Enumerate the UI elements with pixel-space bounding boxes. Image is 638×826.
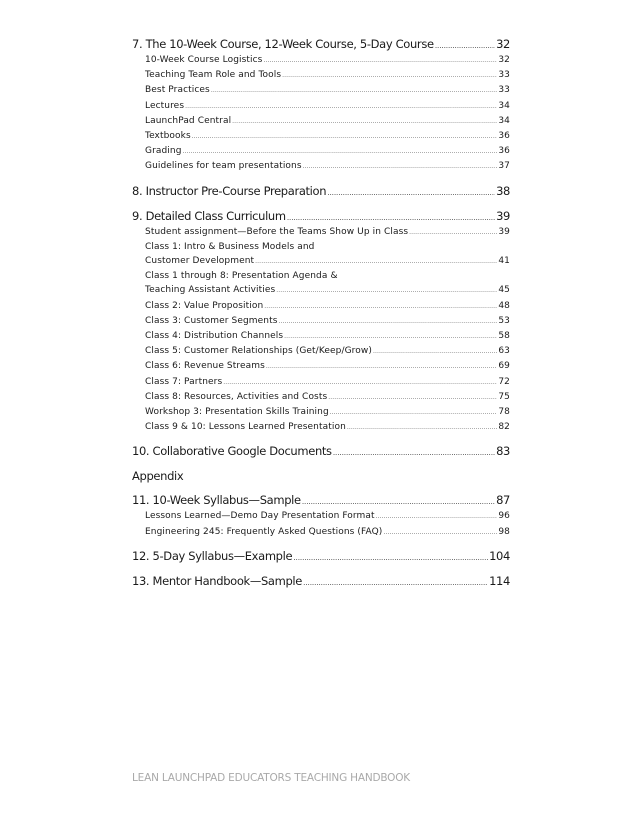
dot-leader <box>330 406 498 420</box>
toc-page-number: 87 <box>496 493 510 508</box>
toc-entry-title: 11. 10-Week Syllabus—Sample <box>132 493 301 508</box>
toc-page-number: 104 <box>489 548 510 563</box>
toc-page-number: 41 <box>498 256 510 267</box>
toc-subentry[interactable] <box>132 329 510 344</box>
toc-page-number: 98 <box>498 526 510 537</box>
toc-page-number: 38 <box>496 183 510 198</box>
toc-entry-title: Textbooks <box>145 131 191 142</box>
toc-page-number: 36 <box>498 146 510 157</box>
table-of-contents <box>132 37 510 590</box>
dot-leader <box>255 255 497 269</box>
toc-entry-title: 7. The 10-Week Course, 12-Week Course, 5-Day Course <box>132 37 434 51</box>
dot-leader <box>232 115 497 129</box>
toc-subentry[interactable] <box>132 283 510 298</box>
toc-entry-title: Class 4: Distribution Channels <box>145 331 284 342</box>
toc-subentry[interactable] <box>132 114 510 129</box>
toc-subentry[interactable] <box>132 68 510 83</box>
toc-page-number: 32 <box>498 55 510 65</box>
toc-subentry[interactable] <box>132 159 510 174</box>
toc-spacer <box>132 435 510 444</box>
toc-entry-title: 12. 5-Day Syllabus—Example <box>132 548 293 563</box>
toc-spacer <box>132 540 510 549</box>
toc-page-number: 69 <box>498 361 510 372</box>
dot-leader <box>302 494 495 509</box>
dot-leader <box>373 345 497 359</box>
toc-entry-title: Engineering 245: Frequently Asked Questions (FAQ) <box>145 526 383 537</box>
toc-page-number: 34 <box>498 115 510 126</box>
toc-subentry[interactable] <box>132 344 510 359</box>
toc-spacer <box>132 200 510 209</box>
toc-page-number: 114 <box>489 573 510 588</box>
toc-page-number: 33 <box>498 85 510 96</box>
dot-leader <box>284 330 497 344</box>
toc-page-number: 72 <box>498 376 510 387</box>
toc-entry-title: 13. Mentor Handbook—Sample <box>132 573 302 588</box>
toc-entry-title: Lectures <box>145 100 185 111</box>
toc-chapter-entry[interactable] <box>132 549 510 565</box>
toc-page-number: 58 <box>498 331 510 342</box>
toc-entry-title: 9. Detailed Class Curriculum <box>132 208 286 223</box>
toc-entry-title: Student assignment—Before the Teams Show Up in Class <box>145 226 409 237</box>
toc-entry-title: Best Practices <box>145 85 210 96</box>
toc-subentry[interactable] <box>132 225 510 240</box>
toc-page-number: 39 <box>498 226 510 237</box>
toc-page-number: 37 <box>498 161 510 172</box>
toc-entry-title: Teaching Assistant Activities <box>145 285 276 296</box>
toc-page-number: 45 <box>498 285 510 296</box>
dot-leader <box>435 38 495 53</box>
dot-leader <box>266 360 497 374</box>
toc-entry-title: Class 8: Resources, Activities and Costs <box>145 391 328 402</box>
dot-leader <box>264 300 497 314</box>
toc-entry-title: Workshop 3: Presentation Skills Training <box>145 407 329 418</box>
toc-chapter-entry[interactable] <box>132 209 510 225</box>
dot-leader <box>185 100 497 114</box>
toc-page-number: 48 <box>498 300 510 311</box>
toc-entry-title: Class 5: Customer Relationships (Get/Keep/Grow) <box>145 346 372 357</box>
toc-subentry[interactable] <box>132 144 510 159</box>
toc-chapter-entry[interactable] <box>132 493 510 509</box>
toc-page-number: 32 <box>496 37 510 51</box>
toc-spacer <box>132 460 510 469</box>
toc-subentry[interactable] <box>132 405 510 420</box>
toc-spacer <box>132 175 510 184</box>
dot-leader <box>347 421 497 435</box>
toc-page-number: 33 <box>498 70 510 81</box>
toc-subentry[interactable] <box>132 99 510 114</box>
toc-entry-title: Class 6: Revenue Streams <box>145 361 265 372</box>
toc-subentry[interactable] <box>132 314 510 329</box>
dot-leader <box>409 226 497 240</box>
dot-leader <box>287 210 495 225</box>
toc-spacer <box>132 565 510 574</box>
toc-entry-title: Teaching Team Role and Tools <box>145 70 282 81</box>
toc-spacer <box>132 484 510 493</box>
toc-subentry[interactable] <box>132 53 510 68</box>
toc-page-number: 53 <box>498 315 510 326</box>
toc-page-number: 34 <box>498 100 510 111</box>
toc-entry-title: Lessons Learned—Demo Day Presentation Format <box>145 511 375 522</box>
toc-subentry[interactable] <box>132 509 510 524</box>
toc-page-number: 82 <box>498 422 510 433</box>
toc-page-number: 96 <box>498 511 510 522</box>
dot-leader <box>223 376 497 390</box>
toc-entry-title: Customer Development <box>145 256 255 267</box>
dot-leader <box>293 550 488 565</box>
toc-entry-title: LaunchPad Central <box>145 115 232 126</box>
toc-subentry[interactable] <box>132 83 510 98</box>
toc-subentry[interactable] <box>132 390 510 405</box>
toc-subentry[interactable] <box>132 375 510 390</box>
toc-page-number: 63 <box>498 346 510 357</box>
toc-page-number: 83 <box>496 444 510 459</box>
toc-entry-title: Class 3: Customer Segments <box>145 315 278 326</box>
toc-subentry[interactable] <box>132 420 510 435</box>
dot-leader <box>327 185 495 200</box>
toc-subentry[interactable] <box>132 525 510 540</box>
toc-page-number: 39 <box>496 208 510 223</box>
dot-leader <box>211 84 498 98</box>
toc-entry-title: 8. Instructor Pre-Course Preparation <box>132 183 327 198</box>
dot-leader <box>276 284 497 298</box>
toc-entry-title: Class 7: Partners <box>145 376 223 387</box>
toc-entry-title: 10-Week Course Logistics <box>145 55 263 65</box>
page-footer: LEAN LAUNCHPAD EDUCATORS TEACHING HANDBOOK <box>132 772 410 784</box>
toc-chapter-entry[interactable] <box>132 37 510 53</box>
toc-page-number: 75 <box>498 391 510 402</box>
toc-chapter-entry[interactable] <box>132 184 510 200</box>
toc-entry-title: Class 2: Value Proposition <box>145 300 264 311</box>
dot-leader <box>303 575 488 590</box>
toc-page-number: 78 <box>498 407 510 418</box>
dot-leader <box>383 526 497 540</box>
dot-leader <box>333 445 495 460</box>
dot-leader <box>328 391 497 405</box>
dot-leader <box>282 69 497 83</box>
dot-leader <box>376 510 498 524</box>
dot-leader <box>183 145 498 159</box>
dot-leader <box>303 160 498 174</box>
toc-entry-title: Guidelines for team presentations <box>145 161 302 172</box>
toc-entry-title: 10. Collaborative Google Documents <box>132 444 332 459</box>
toc-subentry[interactable] <box>132 359 510 374</box>
toc-subentry-line: Class 1 through 8: Presentation Agenda & <box>145 271 338 282</box>
dot-leader <box>263 54 497 68</box>
dot-leader <box>192 130 498 144</box>
toc-entry-title: Grading <box>145 146 182 157</box>
toc-subentry-line: Class 1: Intro & Business Models and <box>145 241 315 252</box>
toc-subentry[interactable] <box>132 299 510 314</box>
toc-subentry[interactable] <box>132 254 510 269</box>
toc-entry-title: Class 9 & 10: Lessons Learned Presentation <box>145 422 346 433</box>
toc-section-heading: Appendix <box>132 469 184 484</box>
toc-page-number: 36 <box>498 131 510 142</box>
toc-chapter-entry[interactable] <box>132 444 510 460</box>
toc-subentry[interactable] <box>132 129 510 144</box>
toc-chapter-entry[interactable] <box>132 574 510 590</box>
dot-leader <box>279 315 498 329</box>
